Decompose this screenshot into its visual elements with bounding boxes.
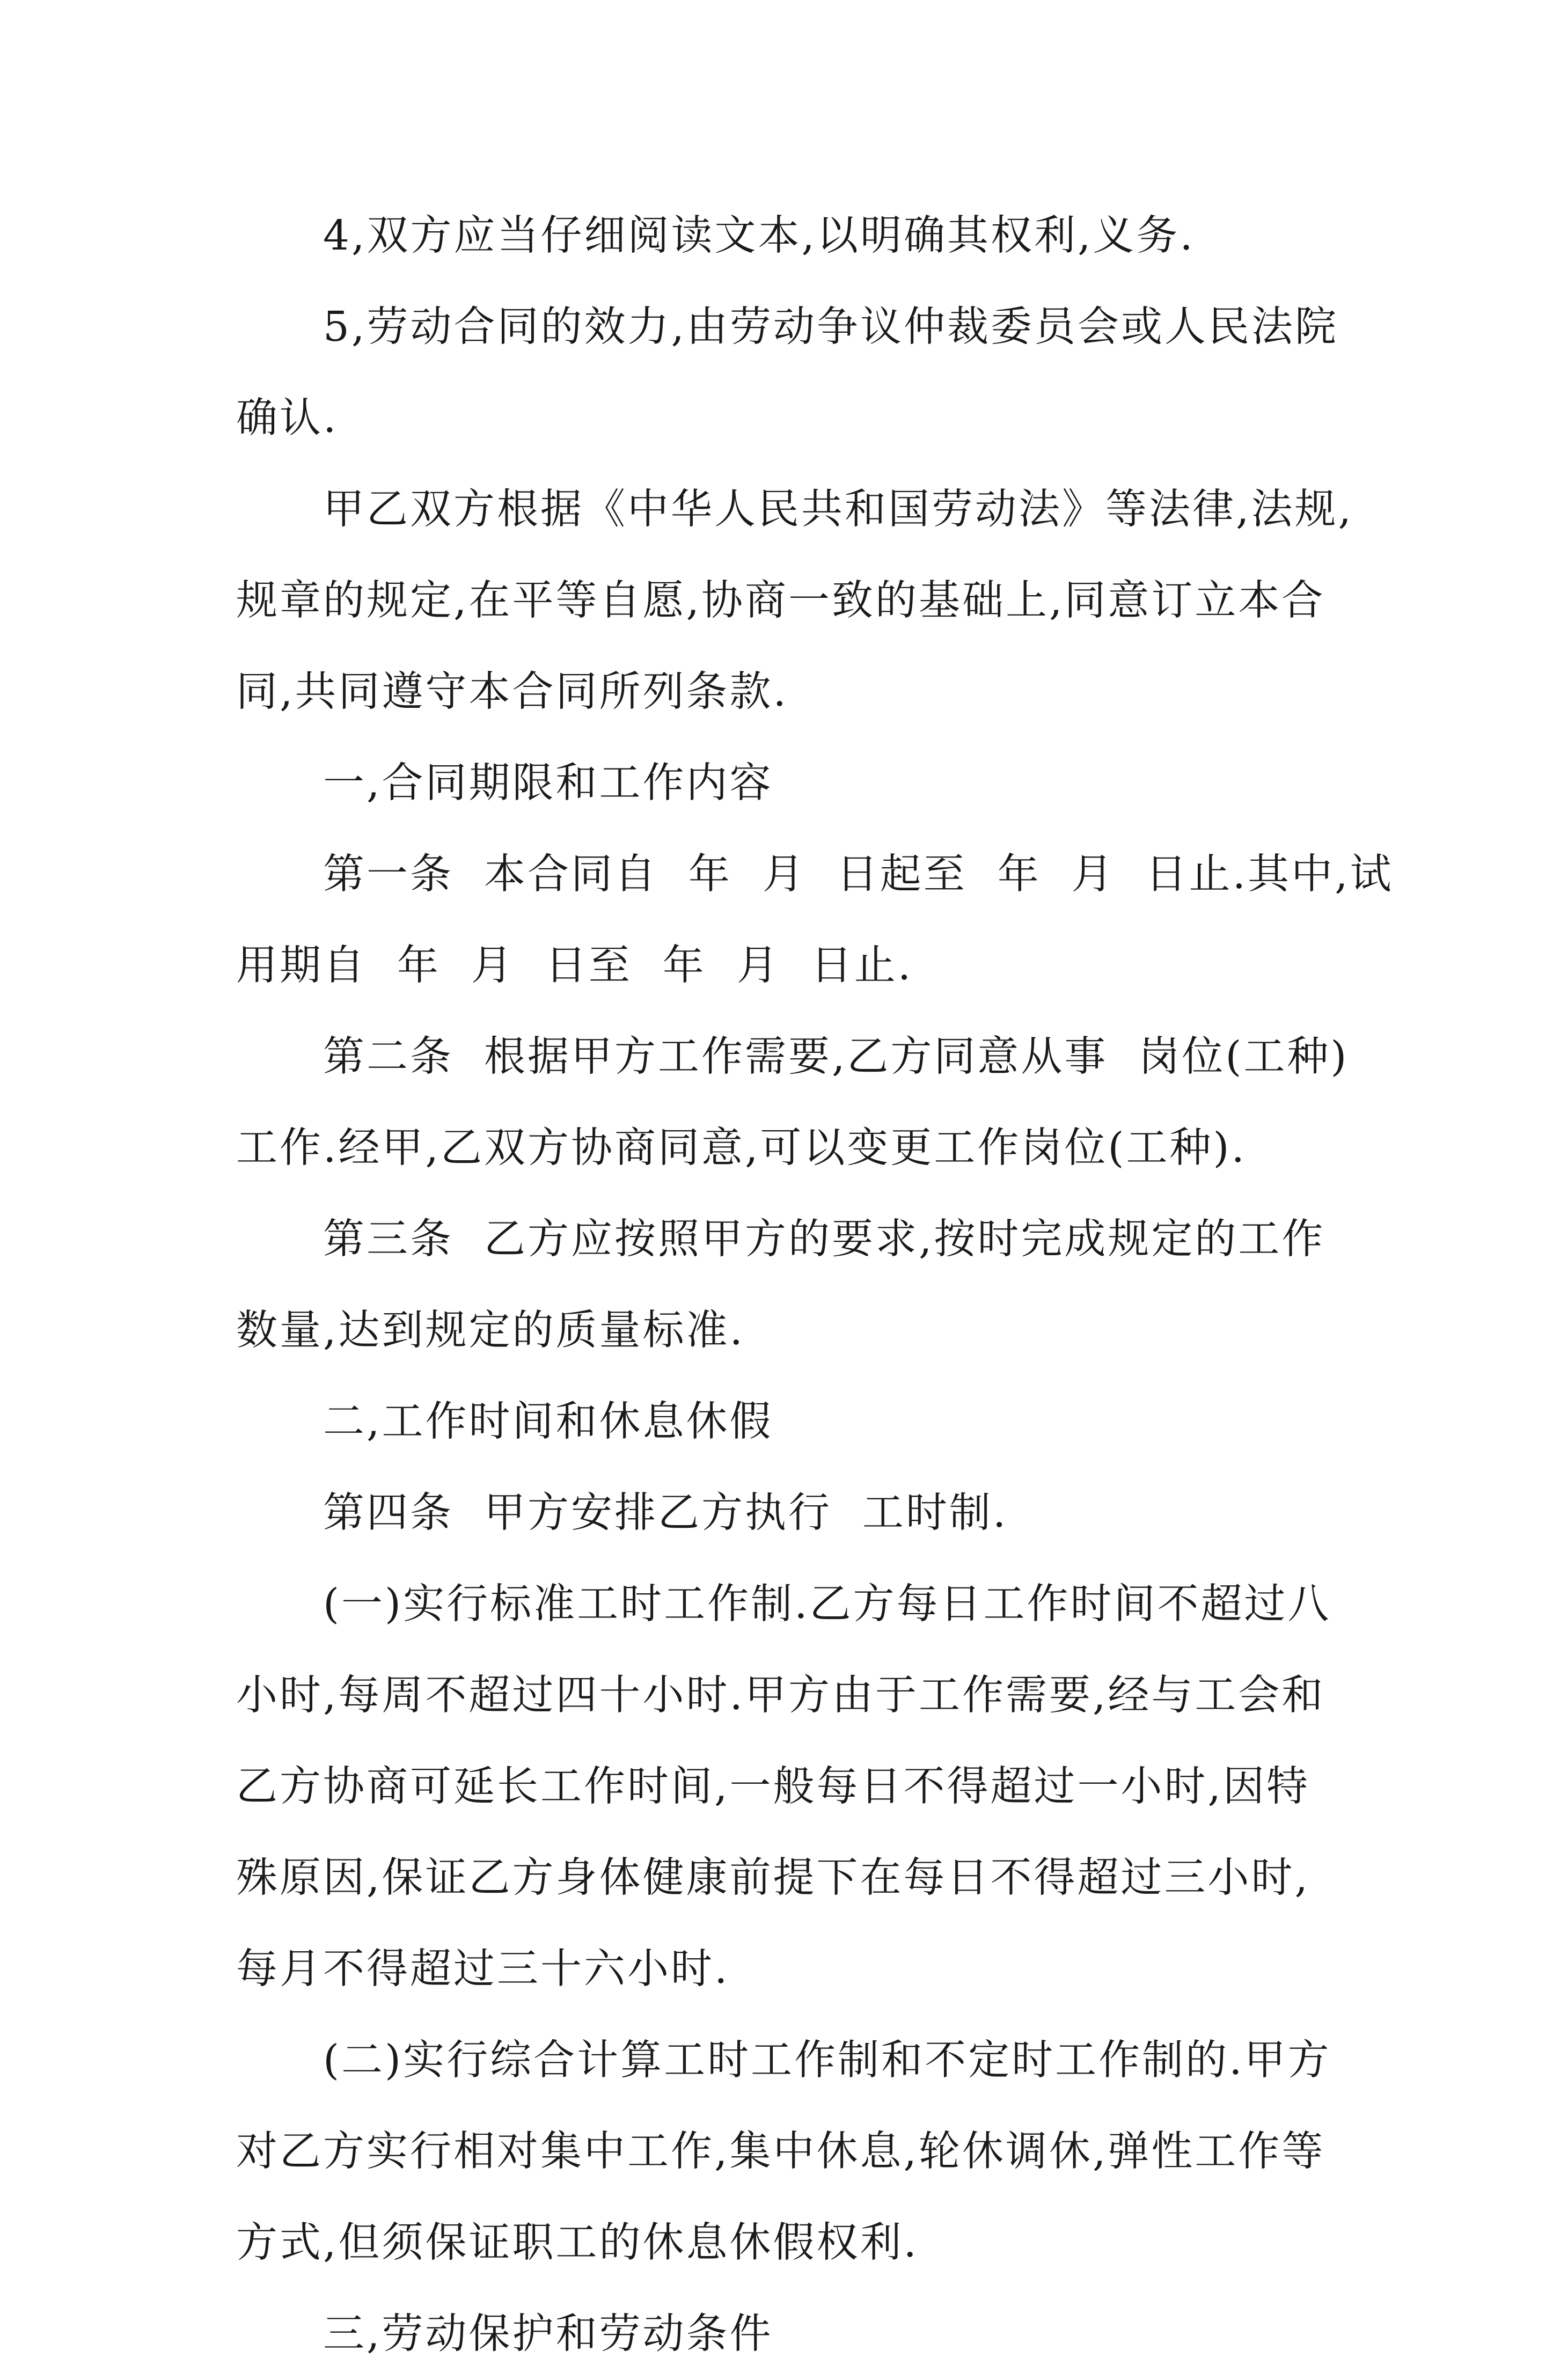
text-line: 第二条 根据甲方工作需要,乙方同意从事 岗位(工种)	[323, 1033, 1349, 1081]
text-line: 对乙方实行相对集中工作,集中休息,轮休调休,弹性工作等	[236, 2128, 1325, 2176]
section-heading: 一,合同期限和工作内容	[323, 759, 773, 807]
text-line: 规章的规定,在平等自愿,协商一致的基础上,同意订立本合	[236, 577, 1325, 625]
text-line: 殊原因,保证乙方身体健康前提下在每日不得超过三小时,	[236, 1854, 1310, 1902]
text-line: 第三条 乙方应按照甲方的要求,按时完成规定的工作	[323, 1215, 1325, 1263]
text-line: 同,共同遵守本合同所列条款.	[236, 668, 788, 716]
text-line: 小时,每周不超过四十小时.甲方由于工作需要,经与工会和	[236, 1672, 1325, 1719]
text-line: 每月不得超过三十六小时.	[236, 1945, 730, 1993]
text-line: 方式,但须保证职工的休息休假权利.	[236, 2219, 919, 2267]
text-line: (二)实行综合计算工时工作制和不定时工作制的.甲方	[323, 2037, 1331, 2084]
text-line: 第一条 本合同自 年 月 日起至 年 月 日止.其中,试	[323, 851, 1394, 898]
text-line: 乙方协商可延长工作时间,一般每日不得超过一小时,因特	[236, 1763, 1310, 1811]
section-heading: 三,劳动保护和劳动条件	[323, 2310, 773, 2358]
text-line: 甲乙双方根据《中华人民共和国劳动法》等法律,法规,	[323, 486, 1353, 533]
text-line: 第四条 甲方安排乙方执行 工时制.	[323, 1489, 1008, 1537]
text-line: 数量,达到规定的质量标准.	[236, 1307, 745, 1354]
text-line: 确认.	[236, 394, 339, 442]
section-heading: 二,工作时间和休息休假	[323, 1398, 773, 1446]
text-line: 4,双方应当仔细阅读文本,以明确其权利,义务.	[323, 212, 1195, 260]
document-body	[236, 191, 1394, 2380]
text-line: 5,劳动合同的效力,由劳动争议仲裁委员会或人民法院	[323, 303, 1338, 351]
text-line: (一)实行标准工时工作制.乙方每日工作时间不超过八	[323, 1580, 1331, 1628]
text-line: 用期自 年 月 日至 年 月 日止.	[236, 942, 913, 990]
text-line: 工作.经甲,乙双方协商同意,可以变更工作岗位(工种).	[236, 1124, 1247, 1172]
